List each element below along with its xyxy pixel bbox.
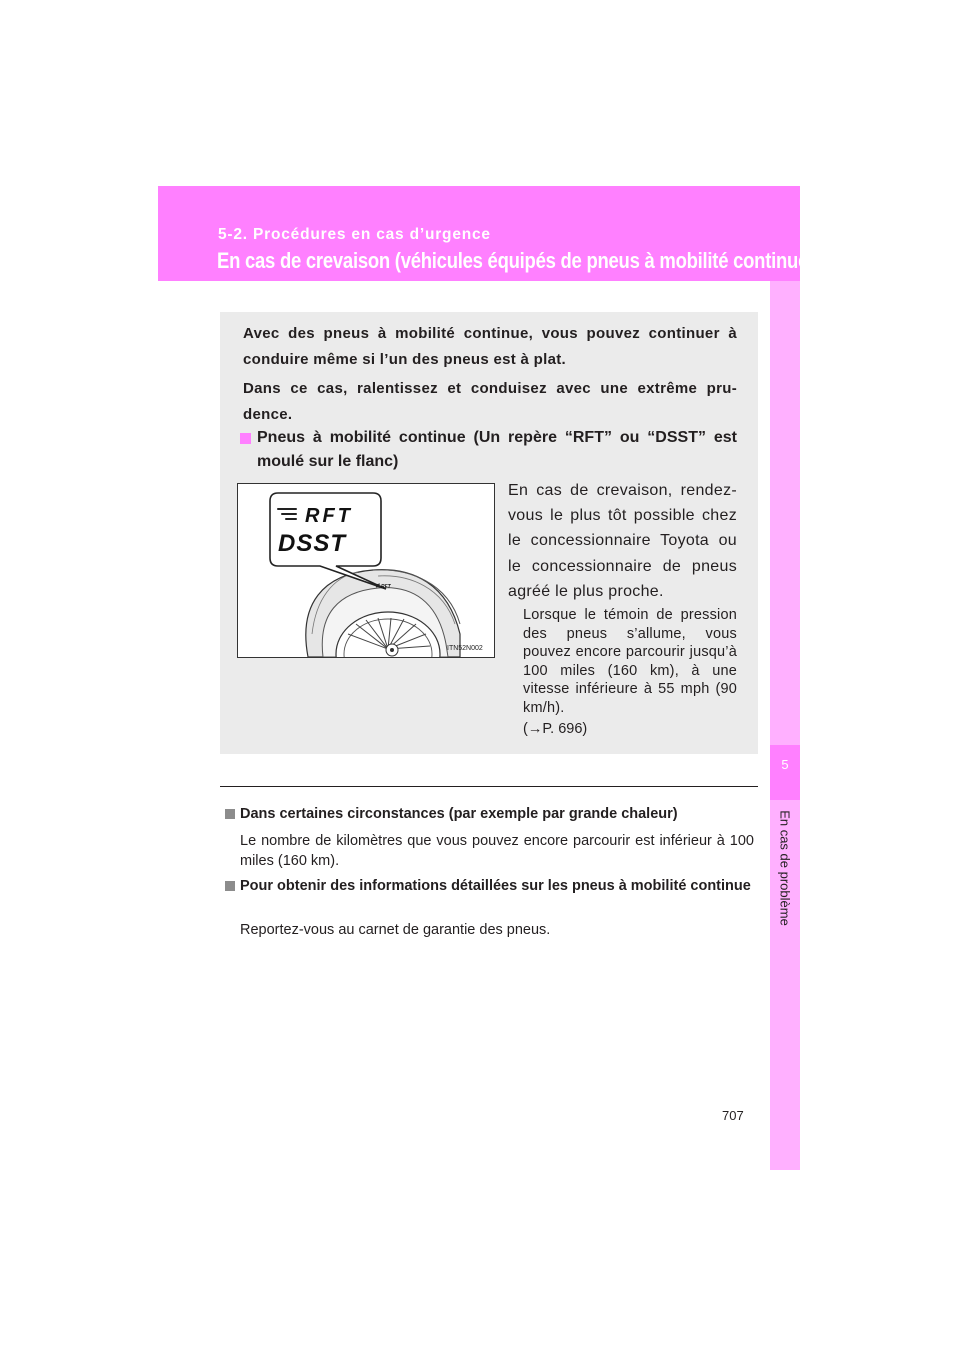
subsection-body: En cas de crevaison, rendez-vous le plus tôt possible chez le concessionnaire Toyota ou le concessionnaire de pneus agréé le plus proche.	[508, 482, 737, 600]
dsst-mark: DSST	[278, 530, 347, 557]
intro-line: conduire même si l’un des pneus est à plat.	[243, 351, 566, 368]
divider	[220, 786, 758, 787]
subsection-title: Pneus à mobilité continue (Un repère “RFT” ou “DSST” est	[257, 429, 737, 446]
note-body: Reportez-vous au carnet de garantie des pneus.	[240, 922, 551, 938]
chapter-label: En cas de problème	[777, 810, 793, 926]
page-title: En cas de crevaison (véhicules équipés de pneus à mobilité continue)	[217, 248, 815, 273]
note-body: Le nombre de kilomètres que vous pouvez encore parcourir est inférieur à 100 miles (160 km).	[240, 833, 754, 869]
page-number: 707	[722, 1108, 744, 1123]
intro-line: Avec des pneus à mobilité continue, vous pouvez continuer à	[243, 325, 737, 342]
tire-illustration	[237, 483, 495, 658]
subsection-note: Lorsque le témoin de pression des pneus s’allume, vous pouvez encore parcourir jusqu’à 100 miles (160 km), à une vitesse inférieure à 55 mph (90 km/h).	[523, 607, 737, 716]
intro-paragraph-1	[243, 321, 737, 373]
intro-line: Dans ce cas, ralentissez et conduisez avec une extrême pru-	[243, 380, 737, 397]
intro-line: dence.	[243, 406, 293, 423]
chapter-side-tab	[770, 281, 800, 1170]
tire-rft-mark: RFT	[381, 584, 391, 590]
section-label: 5-2. Procédures en cas d’urgence	[218, 226, 491, 243]
chapter-number: 5	[781, 757, 789, 772]
tire-drawing	[238, 484, 494, 657]
note-title: Pour obtenir des informations détaillées sur les pneus à mobilité continue	[240, 878, 751, 894]
pink-square-bullet-icon	[240, 433, 251, 444]
chapter-header	[158, 186, 815, 281]
note-title: Dans certaines circonstances (par exemple par grande chaleur)	[240, 806, 678, 822]
gray-square-bullet-icon	[225, 809, 235, 819]
illustration-code: ITN52N002	[447, 645, 483, 652]
rft-mark: RFT	[305, 505, 353, 527]
chapter-number-box	[770, 745, 800, 800]
subsection-title-cont: moulé sur le flanc)	[257, 453, 399, 470]
gray-square-bullet-icon	[225, 881, 235, 891]
page-reference-link[interactable]: (→P. 696)	[523, 721, 588, 737]
intro-paragraph-2	[243, 376, 737, 428]
